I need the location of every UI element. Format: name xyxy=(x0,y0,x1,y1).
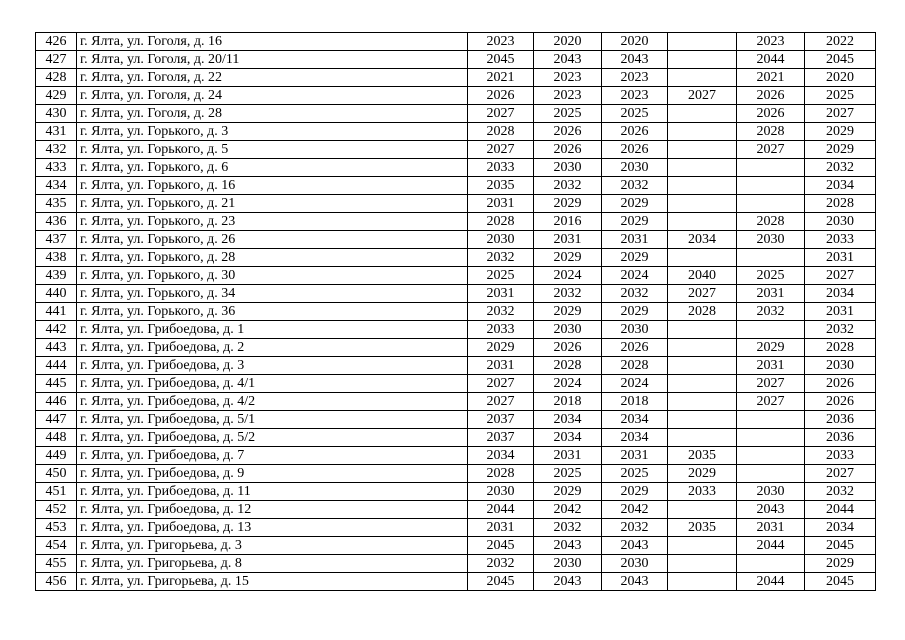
year-cell xyxy=(737,195,805,213)
table-row xyxy=(36,483,876,501)
row-number: 428 xyxy=(36,69,77,87)
row-number: 437 xyxy=(36,231,77,249)
year-cell: 2031 xyxy=(468,195,534,213)
year-cell: 2045 xyxy=(468,537,534,555)
year-cell xyxy=(668,555,737,573)
table-row xyxy=(36,447,876,465)
row-number: 430 xyxy=(36,105,77,123)
year-cell: 2031 xyxy=(737,357,805,375)
year-cell: 2027 xyxy=(737,375,805,393)
year-cell: 2037 xyxy=(468,429,534,447)
table-row xyxy=(36,537,876,555)
year-cell: 2025 xyxy=(737,267,805,285)
year-cell: 2045 xyxy=(468,573,534,591)
year-cell xyxy=(668,429,737,447)
year-cell: 2033 xyxy=(668,483,737,501)
year-cell: 2028 xyxy=(468,123,534,141)
row-number: 426 xyxy=(36,33,77,51)
year-cell xyxy=(737,411,805,429)
address-cell: г. Ялта, ул. Грибоедова, д. 12 xyxy=(77,501,468,519)
year-cell: 2034 xyxy=(805,177,876,195)
year-cell xyxy=(668,375,737,393)
address-cell: г. Ялта, ул. Гоголя, д. 28 xyxy=(77,105,468,123)
year-cell: 2026 xyxy=(534,123,602,141)
year-cell: 2031 xyxy=(468,519,534,537)
year-cell: 2044 xyxy=(737,51,805,69)
table-row xyxy=(36,573,876,591)
row-number: 431 xyxy=(36,123,77,141)
row-number: 443 xyxy=(36,339,77,357)
year-cell xyxy=(668,357,737,375)
table-row xyxy=(36,357,876,375)
year-cell: 2030 xyxy=(602,555,668,573)
address-cell: г. Ялта, ул. Горького, д. 36 xyxy=(77,303,468,321)
year-cell: 2044 xyxy=(805,501,876,519)
address-cell: г. Ялта, ул. Григорьева, д. 3 xyxy=(77,537,468,555)
year-cell xyxy=(668,249,737,267)
year-cell xyxy=(668,69,737,87)
address-cell: г. Ялта, ул. Грибоедова, д. 7 xyxy=(77,447,468,465)
year-cell: 2032 xyxy=(468,303,534,321)
year-cell: 2023 xyxy=(602,87,668,105)
year-cell: 2035 xyxy=(468,177,534,195)
row-number: 445 xyxy=(36,375,77,393)
year-cell: 2028 xyxy=(534,357,602,375)
year-cell: 2030 xyxy=(534,321,602,339)
year-cell: 2027 xyxy=(805,105,876,123)
year-cell: 2031 xyxy=(602,447,668,465)
address-cell: г. Ялта, ул. Горького, д. 3 xyxy=(77,123,468,141)
year-cell: 2023 xyxy=(737,33,805,51)
address-cell: г. Ялта, ул. Горького, д. 26 xyxy=(77,231,468,249)
table-row xyxy=(36,429,876,447)
address-cell: г. Ялта, ул. Грибоедова, д. 2 xyxy=(77,339,468,357)
row-number: 453 xyxy=(36,519,77,537)
row-number: 447 xyxy=(36,411,77,429)
year-cell: 2026 xyxy=(602,339,668,357)
year-cell: 2030 xyxy=(534,555,602,573)
year-cell: 2027 xyxy=(805,465,876,483)
year-cell: 2018 xyxy=(534,393,602,411)
address-cell: г. Ялта, ул. Грибоедова, д. 4/2 xyxy=(77,393,468,411)
year-cell: 2024 xyxy=(602,267,668,285)
schedule-table xyxy=(35,32,876,591)
row-number: 444 xyxy=(36,357,77,375)
year-cell: 2027 xyxy=(737,393,805,411)
year-cell: 2020 xyxy=(805,69,876,87)
address-cell: г. Ялта, ул. Грибоедова, д. 3 xyxy=(77,357,468,375)
year-cell xyxy=(668,393,737,411)
year-cell: 2018 xyxy=(602,393,668,411)
year-cell: 2021 xyxy=(468,69,534,87)
row-number: 448 xyxy=(36,429,77,447)
table-row xyxy=(36,267,876,285)
year-cell: 2026 xyxy=(805,375,876,393)
year-cell: 2033 xyxy=(468,321,534,339)
year-cell: 2028 xyxy=(468,465,534,483)
row-number: 452 xyxy=(36,501,77,519)
address-cell: г. Ялта, ул. Грибоедова, д. 9 xyxy=(77,465,468,483)
year-cell: 2026 xyxy=(468,87,534,105)
year-cell: 2034 xyxy=(805,285,876,303)
year-cell: 2030 xyxy=(737,231,805,249)
row-number: 456 xyxy=(36,573,77,591)
table-row xyxy=(36,519,876,537)
year-cell: 2031 xyxy=(805,249,876,267)
year-cell: 2034 xyxy=(805,519,876,537)
year-cell: 2036 xyxy=(805,411,876,429)
year-cell: 2030 xyxy=(805,357,876,375)
year-cell: 2029 xyxy=(534,195,602,213)
year-cell: 2026 xyxy=(534,141,602,159)
row-number: 427 xyxy=(36,51,77,69)
year-cell: 2027 xyxy=(468,393,534,411)
address-cell: г. Ялта, ул. Гоголя, д. 20/11 xyxy=(77,51,468,69)
row-number: 434 xyxy=(36,177,77,195)
year-cell xyxy=(668,177,737,195)
year-cell: 2030 xyxy=(534,159,602,177)
year-cell: 2029 xyxy=(602,483,668,501)
table-row xyxy=(36,231,876,249)
address-cell: г. Ялта, ул. Гоголя, д. 16 xyxy=(77,33,468,51)
row-number: 442 xyxy=(36,321,77,339)
table-row xyxy=(36,177,876,195)
year-cell: 2024 xyxy=(534,375,602,393)
year-cell: 2025 xyxy=(602,465,668,483)
year-cell: 2032 xyxy=(737,303,805,321)
year-cell: 2026 xyxy=(737,87,805,105)
year-cell xyxy=(668,33,737,51)
year-cell: 2025 xyxy=(602,105,668,123)
year-cell: 2028 xyxy=(737,123,805,141)
table-row xyxy=(36,141,876,159)
year-cell xyxy=(668,501,737,519)
year-cell xyxy=(668,213,737,231)
row-number: 440 xyxy=(36,285,77,303)
address-cell: г. Ялта, ул. Горького, д. 30 xyxy=(77,267,468,285)
year-cell: 2029 xyxy=(534,249,602,267)
year-cell: 2034 xyxy=(602,411,668,429)
year-cell: 2034 xyxy=(534,429,602,447)
year-cell: 2033 xyxy=(805,231,876,249)
year-cell: 2032 xyxy=(602,519,668,537)
address-cell: г. Ялта, ул. Горького, д. 23 xyxy=(77,213,468,231)
year-cell: 2029 xyxy=(602,303,668,321)
year-cell: 2030 xyxy=(468,231,534,249)
table-row xyxy=(36,303,876,321)
table-row xyxy=(36,105,876,123)
year-cell xyxy=(668,537,737,555)
address-cell: г. Ялта, ул. Грибоедова, д. 11 xyxy=(77,483,468,501)
year-cell: 2028 xyxy=(602,357,668,375)
year-cell: 2027 xyxy=(805,267,876,285)
year-cell: 2045 xyxy=(805,537,876,555)
table-body xyxy=(36,33,876,591)
year-cell: 2020 xyxy=(602,33,668,51)
row-number: 436 xyxy=(36,213,77,231)
year-cell: 2027 xyxy=(468,141,534,159)
row-number: 435 xyxy=(36,195,77,213)
year-cell: 2031 xyxy=(534,231,602,249)
year-cell: 2045 xyxy=(805,573,876,591)
year-cell: 2034 xyxy=(668,231,737,249)
year-cell: 2025 xyxy=(805,87,876,105)
year-cell: 2043 xyxy=(737,501,805,519)
year-cell: 2023 xyxy=(602,69,668,87)
year-cell: 2035 xyxy=(668,519,737,537)
year-cell: 2027 xyxy=(468,375,534,393)
year-cell: 2032 xyxy=(468,249,534,267)
year-cell: 2031 xyxy=(534,447,602,465)
year-cell: 2043 xyxy=(602,51,668,69)
year-cell: 2044 xyxy=(468,501,534,519)
table-row xyxy=(36,555,876,573)
year-cell: 2028 xyxy=(468,213,534,231)
row-number: 439 xyxy=(36,267,77,285)
year-cell: 2044 xyxy=(737,573,805,591)
table-row xyxy=(36,33,876,51)
year-cell: 2029 xyxy=(805,141,876,159)
year-cell: 2033 xyxy=(468,159,534,177)
year-cell: 2035 xyxy=(668,447,737,465)
year-cell: 2030 xyxy=(468,483,534,501)
year-cell: 2034 xyxy=(602,429,668,447)
address-cell: г. Ялта, ул. Гоголя, д. 24 xyxy=(77,87,468,105)
year-cell: 2029 xyxy=(805,555,876,573)
year-cell: 2034 xyxy=(468,447,534,465)
year-cell: 2031 xyxy=(602,231,668,249)
year-cell: 2031 xyxy=(737,285,805,303)
year-cell: 2024 xyxy=(602,375,668,393)
year-cell: 2027 xyxy=(668,285,737,303)
year-cell: 2032 xyxy=(602,285,668,303)
address-cell: г. Ялта, ул. Грибоедова, д. 1 xyxy=(77,321,468,339)
year-cell xyxy=(668,339,737,357)
year-cell: 2029 xyxy=(602,213,668,231)
year-cell: 2032 xyxy=(805,159,876,177)
year-cell: 2026 xyxy=(602,141,668,159)
year-cell xyxy=(737,249,805,267)
year-cell: 2027 xyxy=(468,105,534,123)
year-cell: 2043 xyxy=(534,51,602,69)
table-row xyxy=(36,195,876,213)
year-cell: 2028 xyxy=(805,339,876,357)
year-cell: 2036 xyxy=(805,429,876,447)
year-cell: 2045 xyxy=(805,51,876,69)
year-cell: 2023 xyxy=(534,87,602,105)
row-number: 441 xyxy=(36,303,77,321)
year-cell: 2029 xyxy=(534,483,602,501)
year-cell xyxy=(668,159,737,177)
address-cell: г. Ялта, ул. Грибоедова, д. 5/1 xyxy=(77,411,468,429)
row-number: 438 xyxy=(36,249,77,267)
table-row xyxy=(36,69,876,87)
table-row xyxy=(36,375,876,393)
address-cell: г. Ялта, ул. Гоголя, д. 22 xyxy=(77,69,468,87)
row-number: 454 xyxy=(36,537,77,555)
year-cell: 2026 xyxy=(805,393,876,411)
year-cell: 2043 xyxy=(534,573,602,591)
year-cell xyxy=(668,51,737,69)
address-cell: г. Ялта, ул. Грибоедова, д. 13 xyxy=(77,519,468,537)
table-row xyxy=(36,501,876,519)
table-row xyxy=(36,87,876,105)
year-cell: 2029 xyxy=(468,339,534,357)
year-cell: 2032 xyxy=(534,285,602,303)
address-cell: г. Ялта, ул. Горького, д. 21 xyxy=(77,195,468,213)
address-cell: г. Ялта, ул. Григорьева, д. 15 xyxy=(77,573,468,591)
year-cell: 2040 xyxy=(668,267,737,285)
year-cell: 2044 xyxy=(737,537,805,555)
table-row xyxy=(36,249,876,267)
year-cell: 2029 xyxy=(602,249,668,267)
year-cell: 2032 xyxy=(805,321,876,339)
year-cell: 2022 xyxy=(805,33,876,51)
table-row xyxy=(36,321,876,339)
year-cell xyxy=(668,195,737,213)
year-cell: 2028 xyxy=(668,303,737,321)
table-row xyxy=(36,411,876,429)
table-row xyxy=(36,465,876,483)
year-cell: 2043 xyxy=(602,537,668,555)
row-number: 432 xyxy=(36,141,77,159)
table-row xyxy=(36,51,876,69)
year-cell: 2030 xyxy=(805,213,876,231)
row-number: 433 xyxy=(36,159,77,177)
year-cell: 2034 xyxy=(534,411,602,429)
year-cell: 2025 xyxy=(534,105,602,123)
year-cell: 2025 xyxy=(534,465,602,483)
year-cell: 2021 xyxy=(737,69,805,87)
year-cell: 2043 xyxy=(534,537,602,555)
table-row xyxy=(36,123,876,141)
year-cell xyxy=(737,555,805,573)
year-cell: 2032 xyxy=(534,177,602,195)
row-number: 446 xyxy=(36,393,77,411)
year-cell xyxy=(737,177,805,195)
year-cell: 2023 xyxy=(468,33,534,51)
year-cell: 2020 xyxy=(534,33,602,51)
row-number: 429 xyxy=(36,87,77,105)
row-number: 451 xyxy=(36,483,77,501)
year-cell: 2033 xyxy=(805,447,876,465)
year-cell: 2027 xyxy=(737,141,805,159)
year-cell: 2026 xyxy=(534,339,602,357)
year-cell: 2030 xyxy=(602,321,668,339)
table-row xyxy=(36,213,876,231)
year-cell: 2042 xyxy=(534,501,602,519)
year-cell xyxy=(668,141,737,159)
year-cell: 2030 xyxy=(737,483,805,501)
year-cell: 2045 xyxy=(468,51,534,69)
year-cell: 2030 xyxy=(602,159,668,177)
row-number: 450 xyxy=(36,465,77,483)
year-cell: 2031 xyxy=(737,519,805,537)
year-cell: 2032 xyxy=(602,177,668,195)
year-cell: 2029 xyxy=(737,339,805,357)
year-cell: 2042 xyxy=(602,501,668,519)
year-cell: 2028 xyxy=(737,213,805,231)
address-cell: г. Ялта, ул. Горького, д. 5 xyxy=(77,141,468,159)
row-number: 449 xyxy=(36,447,77,465)
year-cell: 2031 xyxy=(805,303,876,321)
year-cell: 2043 xyxy=(602,573,668,591)
year-cell xyxy=(668,321,737,339)
year-cell: 2037 xyxy=(468,411,534,429)
address-cell: г. Ялта, ул. Грибоедова, д. 5/2 xyxy=(77,429,468,447)
year-cell xyxy=(737,429,805,447)
address-cell: г. Ялта, ул. Горького, д. 28 xyxy=(77,249,468,267)
year-cell: 2026 xyxy=(602,123,668,141)
table-row xyxy=(36,159,876,177)
year-cell xyxy=(668,123,737,141)
year-cell: 2028 xyxy=(805,195,876,213)
table-row xyxy=(36,339,876,357)
year-cell: 2023 xyxy=(534,69,602,87)
address-cell: г. Ялта, ул. Грибоедова, д. 4/1 xyxy=(77,375,468,393)
row-number: 455 xyxy=(36,555,77,573)
year-cell: 2025 xyxy=(468,267,534,285)
address-cell: г. Ялта, ул. Григорьева, д. 8 xyxy=(77,555,468,573)
year-cell xyxy=(737,447,805,465)
year-cell: 2029 xyxy=(805,123,876,141)
year-cell: 2029 xyxy=(534,303,602,321)
year-cell xyxy=(737,465,805,483)
year-cell: 2031 xyxy=(468,357,534,375)
address-cell: г. Ялта, ул. Горького, д. 6 xyxy=(77,159,468,177)
year-cell xyxy=(737,159,805,177)
year-cell xyxy=(668,411,737,429)
table-row xyxy=(36,285,876,303)
year-cell: 2032 xyxy=(805,483,876,501)
address-cell: г. Ялта, ул. Горького, д. 34 xyxy=(77,285,468,303)
year-cell: 2029 xyxy=(602,195,668,213)
year-cell xyxy=(737,321,805,339)
year-cell xyxy=(668,573,737,591)
year-cell: 2032 xyxy=(534,519,602,537)
table-row xyxy=(36,393,876,411)
year-cell xyxy=(668,105,737,123)
year-cell: 2027 xyxy=(668,87,737,105)
year-cell: 2029 xyxy=(668,465,737,483)
address-cell: г. Ялта, ул. Горького, д. 16 xyxy=(77,177,468,195)
year-cell: 2032 xyxy=(468,555,534,573)
year-cell: 2016 xyxy=(534,213,602,231)
year-cell: 2031 xyxy=(468,285,534,303)
year-cell: 2026 xyxy=(737,105,805,123)
year-cell: 2024 xyxy=(534,267,602,285)
